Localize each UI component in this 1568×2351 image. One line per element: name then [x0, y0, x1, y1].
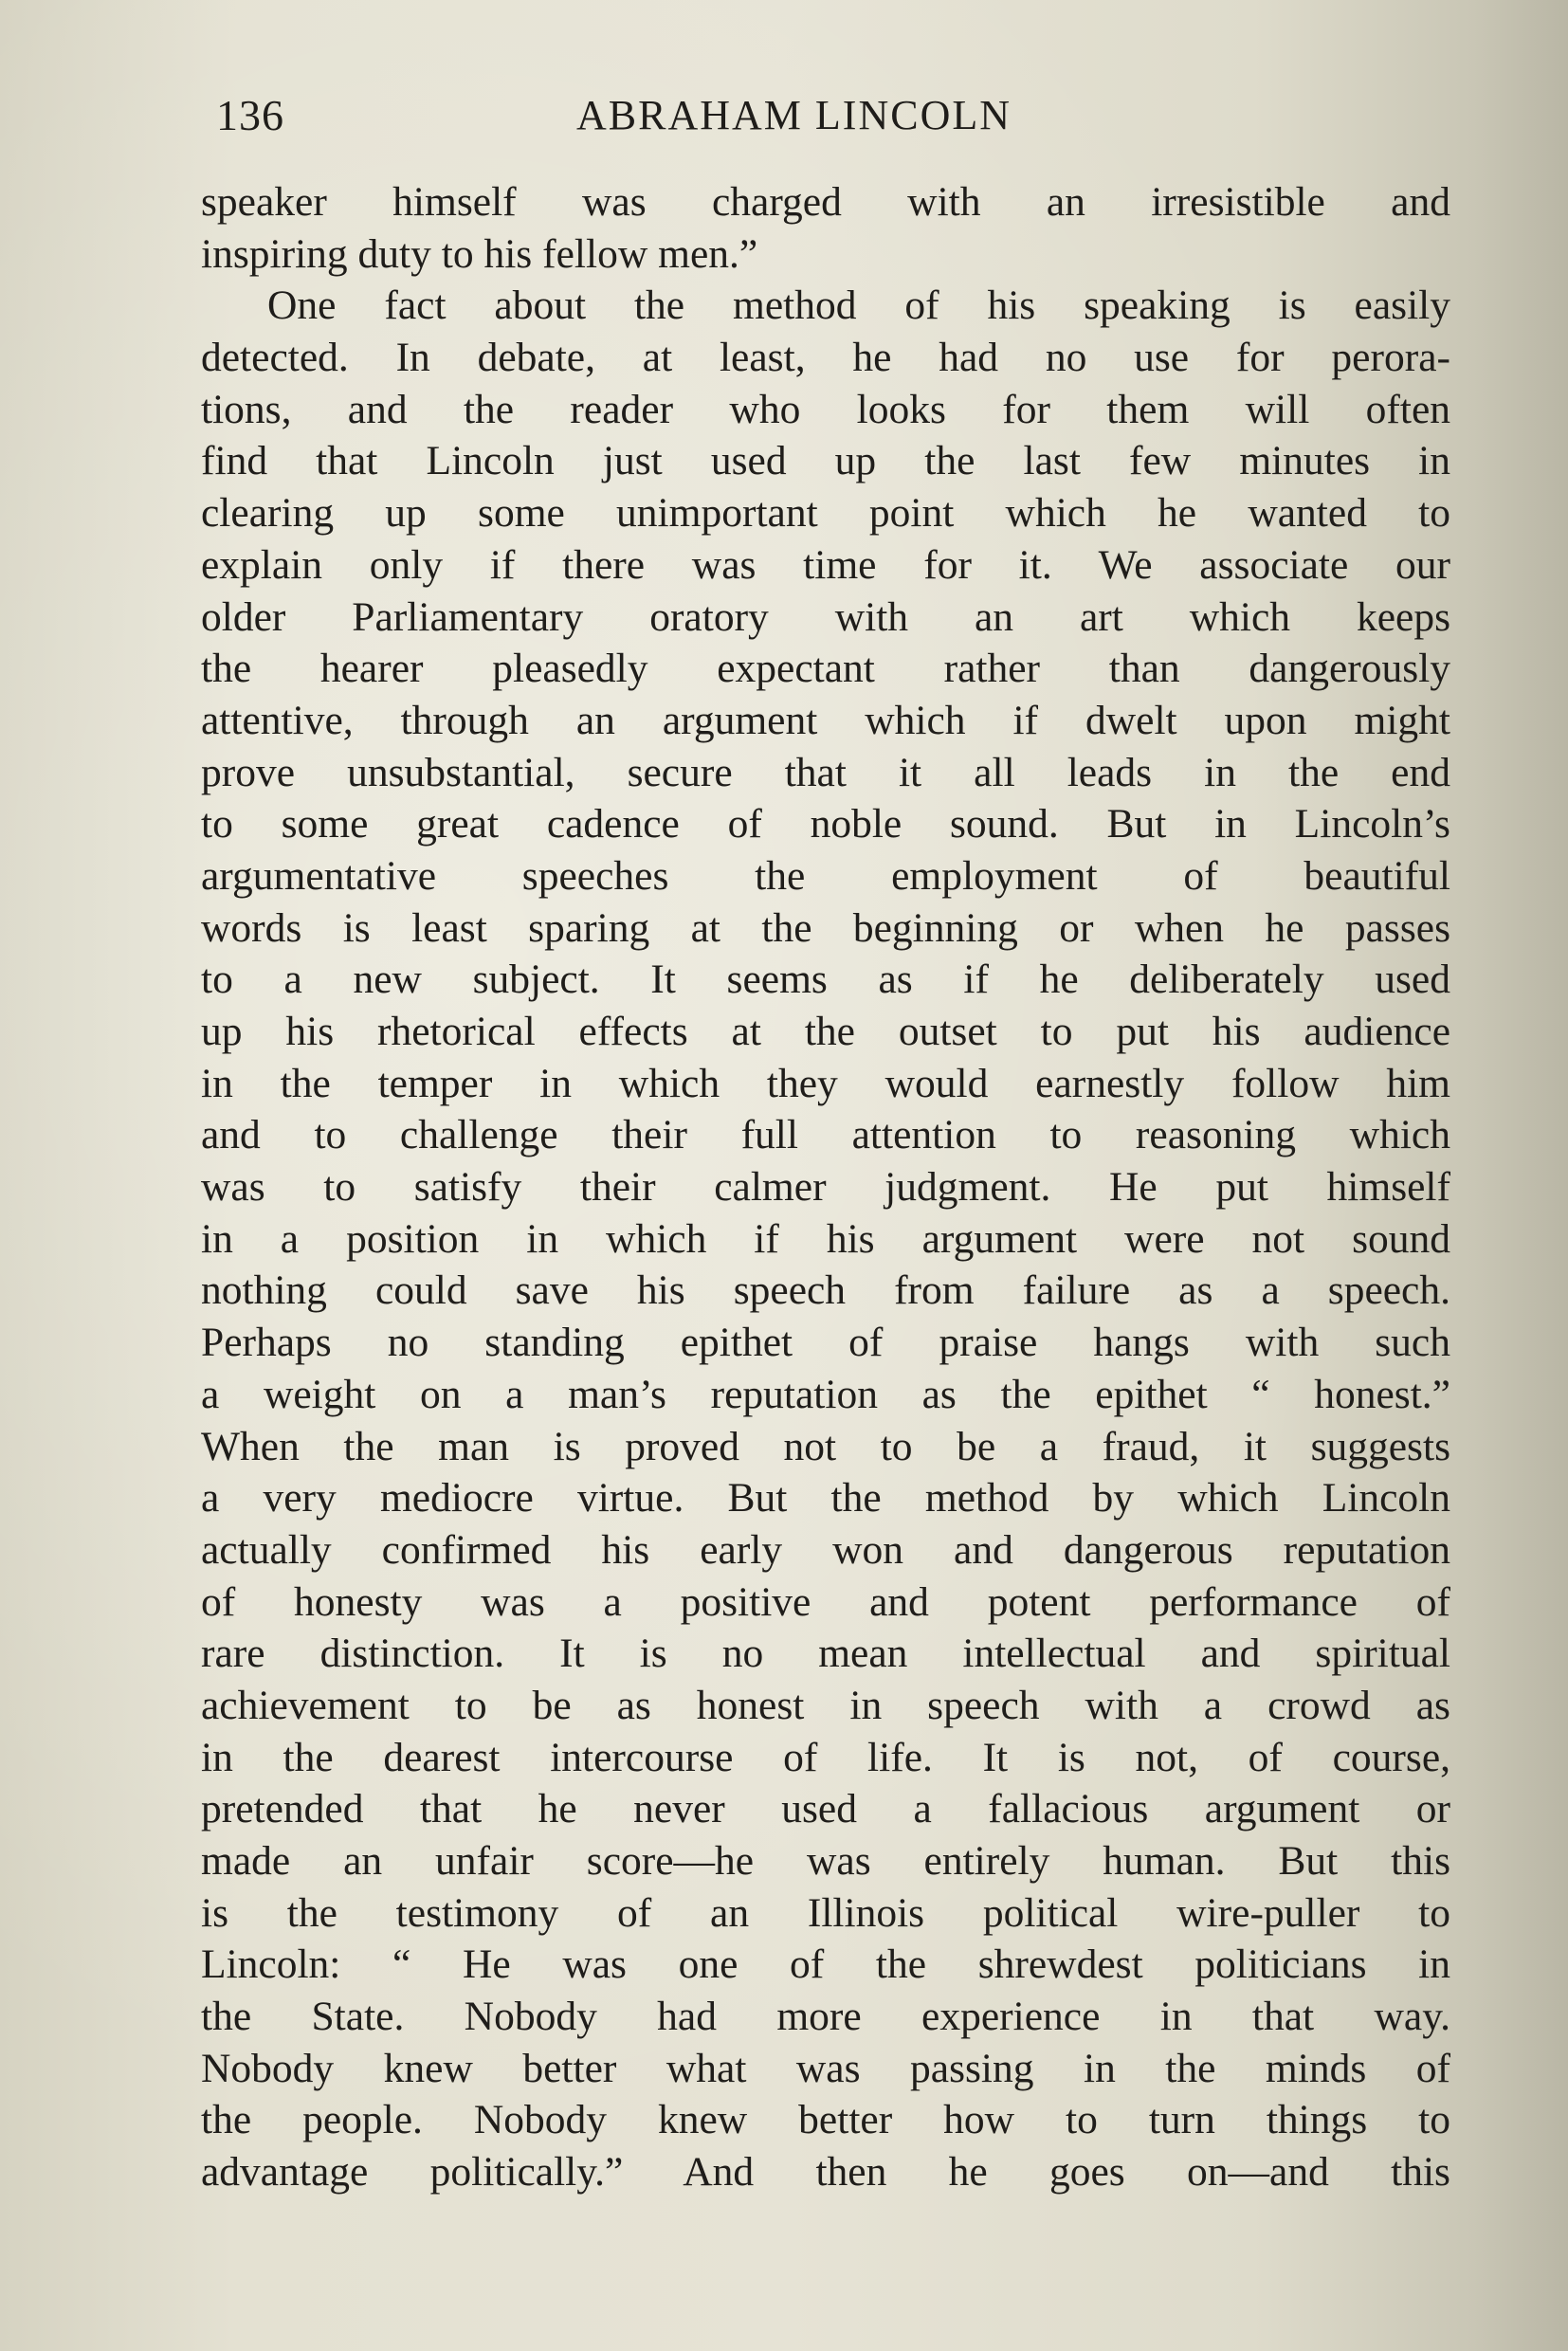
page-number: 136: [216, 91, 284, 139]
text-line: When the man is proved not to be a fraud, it suggests: [201, 1423, 1450, 1469]
text-line: prove unsubstantial, secure that it all leads in the end: [201, 749, 1450, 795]
text-line: up his rhetorical effects at the outset to put his audience: [201, 1009, 1450, 1054]
text-line: pretended that he never used a fallacious argument or: [201, 1786, 1450, 1832]
text-line: argumentative speeches the employment of beautiful: [201, 852, 1450, 899]
text-line: explain only if there was time for it. We associate our: [201, 541, 1450, 588]
text-line: is the testimony of an Illinois political wire-puller to: [201, 1889, 1450, 1936]
text-line: Perhaps no standing epithet of praise hangs with such: [201, 1320, 1450, 1366]
text-line: a weight on a man’s reputation as the epithet “ honest.”: [201, 1371, 1450, 1417]
text-line: find that Lincoln just used up the last few minutes in: [201, 438, 1450, 484]
running-head: ABRAHAM LINCOLN: [576, 92, 1012, 138]
text-line: in the dearest intercourse of life. It is not, of course,: [201, 1734, 1450, 1780]
text-line: was to satisfy their calmer judgment. He put himself: [201, 1164, 1450, 1211]
text-line: Lincoln: “ He was one of the shrewdest politicians in: [201, 1941, 1450, 1988]
text-line: the State. Nobody had more experience in that way.: [201, 1994, 1450, 2040]
text-line: Nobody knew better what was passing in the minds of: [201, 2045, 1450, 2091]
text-line: clearing up some unimportant point which he wanted to: [201, 490, 1450, 537]
text-line: rare distinction. It is no mean intellectual and spiritual: [201, 1631, 1450, 1677]
text-line: actually confirmed his early won and dangerous reputation: [201, 1526, 1450, 1573]
page-header: [0, 87, 1568, 144]
text-line: attentive, through an argument which if dwelt upon might: [201, 697, 1450, 743]
text-line: inspiring duty to his fellow men.”: [201, 230, 758, 277]
text-line: advantage politically.” And then he goes on—and this: [201, 2149, 1450, 2196]
text-line: words is least sparing at the beginning or when he passes: [201, 904, 1450, 951]
text-line: and to challenge their full attention to reasoning which: [201, 1112, 1450, 1158]
text-line: nothing could save his speech from failure as a speech.: [201, 1267, 1450, 1314]
text-line: to a new subject. It seems as if he deliberately used: [201, 957, 1450, 1003]
text-line: achievement to be as honest in speech with a crowd as: [201, 1682, 1450, 1728]
text-line: speaker himself was charged with an irresistible and: [201, 179, 1450, 225]
text-line: to some great cadence of noble sound. But in Lincoln’s: [201, 801, 1450, 847]
text-line: the people. Nobody knew better how to turn things to: [201, 2097, 1450, 2143]
paragraph-start-line: One fact about the method of his speaking is easily: [267, 282, 1450, 329]
body-text: [201, 176, 1450, 2198]
text-line: detected. In debate, at least, he had no use for perora-: [201, 335, 1450, 381]
text-line: made an unfair score—he was entirely human. But this: [201, 1838, 1450, 1884]
text-line: the hearer pleasedly expectant rather than dangerously: [201, 646, 1450, 692]
text-line: in a position in which if his argument were not sound: [201, 1215, 1450, 1262]
text-line: tions, and the reader who looks for them will often: [201, 386, 1450, 432]
text-line: of honesty was a positive and potent performance of: [201, 1578, 1450, 1625]
text-line: a very mediocre virtue. But the method by which Lincoln: [201, 1475, 1450, 1522]
text-line: in the temper in which they would earnestly follow him: [201, 1060, 1450, 1106]
text-line: older Parliamentary oratory with an art which keeps: [201, 593, 1450, 640]
